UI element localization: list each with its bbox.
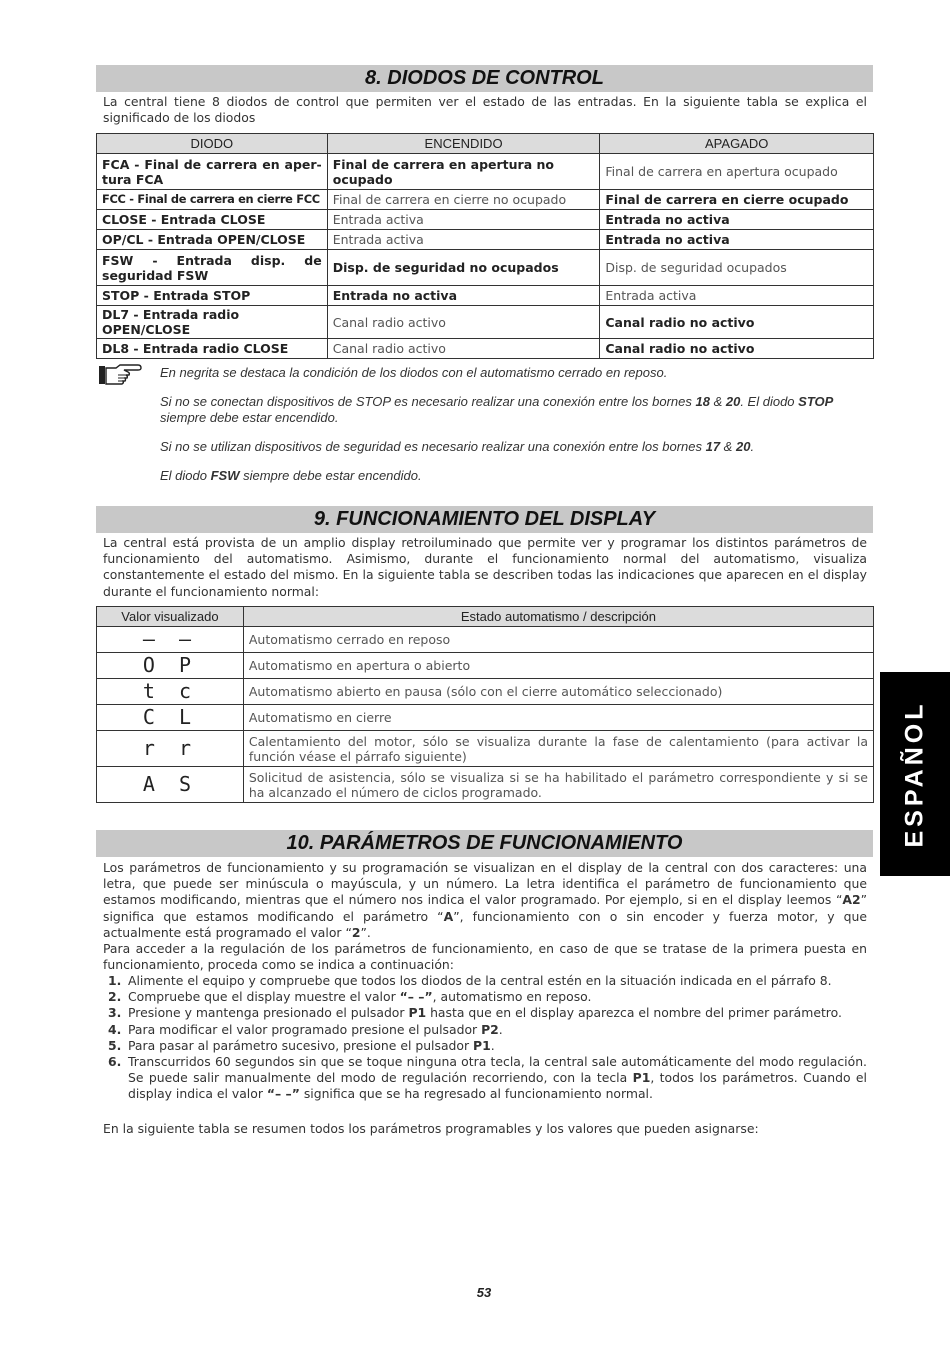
section-10-p2: Para acceder a la regulación de los parámetros de funcionamiento, en caso de que se tratase de la primera puesta en funcionamiento, proceda como se indica a continuación: bbox=[103, 941, 867, 973]
table-row bbox=[97, 767, 874, 803]
table-row bbox=[97, 339, 874, 359]
display-value: O P bbox=[97, 653, 244, 679]
steps-list bbox=[103, 973, 867, 1103]
display-value: C L bbox=[97, 705, 244, 731]
section-9-title: 9. FUNCIONAMIENTO DEL DISPLAY bbox=[96, 506, 873, 533]
list-item: 1. Alimente el equipo y compruebe que todos los diodos de la central estén en la situación indicada en el párrafo 8. bbox=[108, 973, 832, 988]
header-diodo: DIODO bbox=[97, 134, 328, 154]
list-item: 5. Para pasar al parámetro sucesivo, presione el pulsador P1. bbox=[108, 1037, 495, 1053]
diodes-table bbox=[96, 133, 874, 359]
cell-on: Final de carrera en cierre no ocupado bbox=[327, 190, 600, 210]
pointing-hand-icon bbox=[98, 362, 142, 388]
cell-diodo: OP/CL - Entrada OPEN/CLOSE bbox=[97, 230, 328, 250]
table-row bbox=[97, 705, 874, 731]
header-estado: Estado automatismo / descripción bbox=[243, 607, 873, 627]
cell-off: Disp. de seguridad ocupados bbox=[600, 250, 874, 286]
display-value: – – bbox=[97, 627, 244, 653]
section-8-intro: La central tiene 8 diodos de control que permiten ver el estado de las entradas. En la siguiente tabla se explica el significado de los diodos bbox=[103, 94, 867, 126]
header-encendido: ENCENDIDO bbox=[327, 134, 600, 154]
cell-off: Entrada no activa bbox=[600, 210, 874, 230]
table-row bbox=[97, 679, 874, 705]
table-row bbox=[97, 154, 874, 190]
table-row bbox=[97, 306, 874, 339]
cell-off: Canal radio no activo bbox=[600, 339, 874, 359]
cell-diodo: FCC - Final de carrera en cierre FCC bbox=[97, 190, 328, 210]
cell-diodo: FSW - Entrada disp. de seguridad FSW bbox=[97, 250, 328, 286]
cell-off: Final de carrera en cierre ocupado bbox=[600, 190, 874, 210]
note-1: En negrita se destaca la condición de los diodos con el automatismo cerrado en reposo. bbox=[160, 365, 668, 380]
header-apagado: APAGADO bbox=[600, 134, 874, 154]
cell-on: Entrada activa bbox=[327, 230, 600, 250]
language-side-tab bbox=[880, 672, 950, 876]
cell-on: Canal radio activo bbox=[327, 339, 600, 359]
display-value: A S bbox=[97, 767, 244, 803]
section-10-p3: En la siguiente tabla se resumen todos los parámetros programables y los valores que pueden asignarse: bbox=[103, 1121, 759, 1136]
display-desc: Automatismo cerrado en reposo bbox=[243, 627, 873, 653]
section-10-p1: Los parámetros de funcionamiento y su programación se visualizan en el display de la central con dos caracteres: una letra, que puede ser minúscula o mayúscula, y un número. La letra identifica el parámetro de funcionamiento que estamos modificando, mientras que el número nos indica el valor programado. Por ejemplo, si en el display leemos “A2” significa que estamos modificando el parámetro “A”, funcionamiento con o sin encoder y fuerza motor, y que actualmente está programado el valor “2”. bbox=[103, 860, 867, 940]
cell-on: Entrada no activa bbox=[327, 286, 600, 306]
display-desc: Automatismo abierto en pausa (sólo con el cierre automático seleccionado) bbox=[243, 679, 873, 705]
cell-off: Final de carrera en apertura ocupado bbox=[600, 154, 874, 190]
cell-off: Entrada activa bbox=[600, 286, 874, 306]
list-item: 6. Transcurridos 60 segundos sin que se toque ninguna otra tecla, la central sale automáticamente del modo regulación. Se puede salir manualmente del modo de regulación recorriendo, con la tecla P1, todos los parámetros. Cuando el display indica el valor “– –” significa que se ha regresado al funcionamiento normal. bbox=[108, 1054, 867, 1102]
table-row bbox=[97, 627, 874, 653]
display-table bbox=[96, 606, 874, 803]
table-header-row bbox=[97, 607, 874, 627]
table-row bbox=[97, 731, 874, 767]
cell-diodo: CLOSE - Entrada CLOSE bbox=[97, 210, 328, 230]
cell-on: Final de carrera en apertura no ocupado bbox=[327, 154, 600, 190]
note-4: El diodo FSW siempre debe estar encendido. bbox=[160, 468, 422, 483]
cell-diodo: STOP - Entrada STOP bbox=[97, 286, 328, 306]
list-item: 3. Presione y mantenga presionado el pulsador P1 hasta que en el display aparezca el nombre del primer parámetro. bbox=[108, 1005, 842, 1021]
table-row bbox=[97, 286, 874, 306]
display-desc: Solicitud de asistencia, sólo se visualiza si se ha habilitado el parámetro correspondiente y si se ha alcanzado el número de ciclos programado. bbox=[243, 767, 873, 803]
display-desc: Automatismo en apertura o abierto bbox=[243, 653, 873, 679]
section-9-intro: La central está provista de un amplio display retroiluminado que permite ver y programar los distintos parámetros de funcionamiento del automatismo. Asimismo, durante el funcionamiento normal del automatismo, visualiza constantemente el estado del mismo. En la siguiente tabla se describen todas las indicaciones que aparecen en el display durante el funcionamiento normal: bbox=[103, 535, 867, 599]
table-header-row bbox=[97, 134, 874, 154]
display-desc: Automatismo en cierre bbox=[243, 705, 873, 731]
section-8-title: 8. DIODOS DE CONTROL bbox=[96, 65, 873, 92]
cell-off: Entrada no activa bbox=[600, 230, 874, 250]
table-row bbox=[97, 210, 874, 230]
section-10-title: 10. PARÁMETROS DE FUNCIONAMIENTO bbox=[96, 830, 873, 857]
language-label: ESPAÑOL bbox=[900, 700, 929, 848]
note-3: Si no se utilizan dispositivos de seguridad es necesario realizar una conexión entre los bornes 17 & 20. bbox=[160, 439, 755, 454]
table-row bbox=[97, 653, 874, 679]
note-2: Si no se conectan dispositivos de STOP es necesario realizar una conexión entre los bornes 18 & 20. El diodo STOP siempre debe estar encendido. bbox=[160, 394, 834, 425]
cell-diodo: DL7 - Entrada radio OPEN/CLOSE bbox=[97, 306, 328, 339]
table-row bbox=[97, 190, 874, 210]
notes-block bbox=[160, 365, 872, 497]
display-value: t c bbox=[97, 679, 244, 705]
cell-off: Canal radio no activo bbox=[600, 306, 874, 339]
header-valor: Valor visualizado bbox=[97, 607, 244, 627]
list-item: 4. Para modificar el valor programado presione el pulsador P2. bbox=[108, 1021, 503, 1037]
display-desc: Calentamiento del motor, sólo se visualiza durante la fase de calentamiento (para activar la función véase el párrafo siguiente) bbox=[243, 731, 873, 767]
table-row bbox=[97, 230, 874, 250]
table-row bbox=[97, 250, 874, 286]
display-value: r r bbox=[97, 731, 244, 767]
cell-on: Canal radio activo bbox=[327, 306, 600, 339]
cell-on: Disp. de seguridad no ocupados bbox=[327, 250, 600, 286]
page-number: 53 bbox=[476, 1285, 492, 1300]
cell-diodo: FCA - Final de carrera en aper-tura FCA bbox=[97, 154, 328, 190]
list-item: 2. Compruebe que el display muestre el valor “– –”, automatismo en reposo. bbox=[108, 989, 592, 1005]
cell-diodo: DL8 - Entrada radio CLOSE bbox=[97, 339, 328, 359]
cell-on: Entrada activa bbox=[327, 210, 600, 230]
